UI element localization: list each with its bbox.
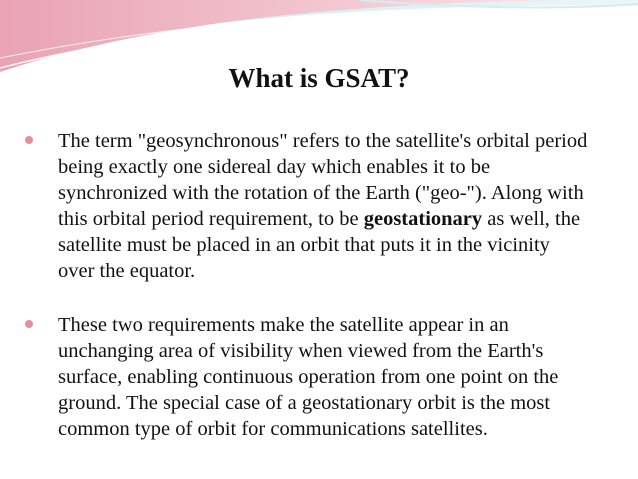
slide-title: What is GSAT? [228, 63, 410, 93]
bullet-text: The term "geosynchronous" refers to the satellite's orbital period being exactly one sidereal day which enables it to be synchronized with the rotation of the Earth ("geo-"). Along with this orbital period requirement, to be [58, 130, 588, 230]
bullet-text: These two requirements make the satellite appear in an unchanging area of visibility when viewed from the Earth's surface, enabling continuous operation from one point on the ground. The special case of a geostationary orbit is the most common type of orbit for communications satellites. [58, 314, 559, 440]
bullet-text-continued: as well, the satellite must be placed in an orbit that puts it in the vicinity over the equator. [58, 208, 581, 282]
bullet-dot-icon [25, 320, 33, 328]
bullet-bold-term: geostationary [363, 208, 483, 230]
bullet-list [20, 128, 590, 442]
bullet-item-geosynchronous [20, 128, 590, 284]
bullet-item-requirements [20, 312, 590, 442]
bullet-dot-icon [25, 136, 33, 144]
